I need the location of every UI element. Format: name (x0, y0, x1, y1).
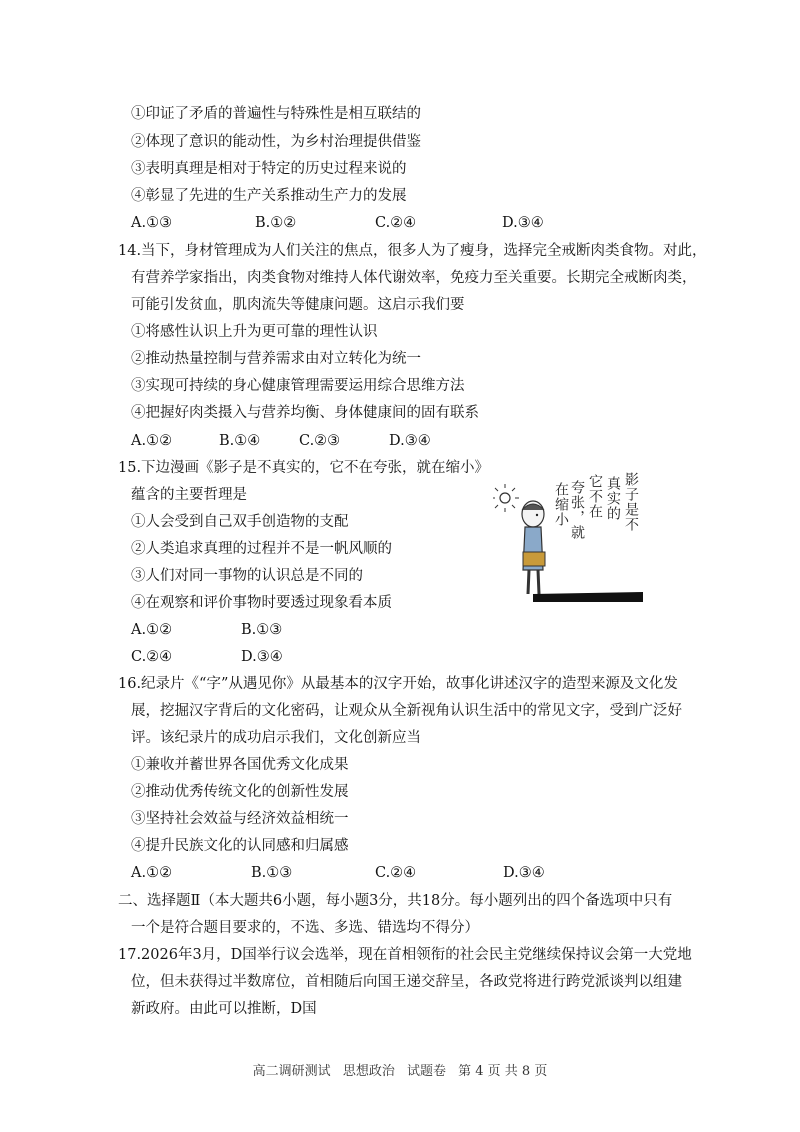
footer-page-number: 第 4 页 共 8 页 (458, 1064, 548, 1079)
footer-paper: 试题卷 (406, 1064, 446, 1079)
cartoon-text-3: 它不在 (587, 474, 603, 519)
q13-option-c: C.②④ (375, 215, 417, 231)
q13-item-2: ②体现了意识的能动性，为乡村治理提供借鉴 (131, 134, 421, 150)
q13-options (131, 212, 631, 234)
q13-option-a: A.①③ (131, 215, 173, 231)
footer-exam: 高二调研测试 (252, 1064, 331, 1079)
q16-option-b: B.①③ (251, 865, 293, 881)
q16-options (131, 862, 631, 884)
q15-option-d: D.③④ (241, 649, 283, 665)
shadow-cartoon (493, 470, 653, 610)
q14-option-d: D.③④ (389, 433, 431, 449)
q13-item-1: ①印证了矛盾的普遍性与特殊性是相互联结的 (131, 106, 421, 122)
q15-stem-1: 15.下边漫画《影子是不真实的，它不在夸张，就在缩小》 (118, 460, 490, 476)
q14-item-1: ①将感性认识上升为更可靠的理性认识 (131, 324, 378, 340)
q16-stem-1: 16.纪录片《“字”从遇见你》从最基本的汉字开始，故事化讲述汉字的造型来源及文化发 (118, 676, 678, 692)
q15-options-row1 (131, 619, 391, 641)
q16-item-3: ③坚持社会效益与经济效益相统一 (131, 811, 349, 827)
q15-item-2: ②人类追求真理的过程并不是一帆风顺的 (131, 541, 392, 557)
q15-stem-2: 蕴含的主要哲理是 (131, 487, 247, 503)
q14-item-4: ④把握好肉类摄入与营养均衡、身体健康间的固有联系 (131, 405, 479, 421)
q14-options (131, 430, 531, 452)
q14-stem-3: 可能引发贫血，肌肉流失等健康问题。这启示我们要 (131, 297, 465, 313)
q13-item-3: ③表明真理是相对于特定的历史过程来说的 (131, 161, 407, 177)
q14-item-3: ③实现可持续的身心健康管理需要运用综合思维方法 (131, 378, 465, 394)
q14-option-b: B.①④ (219, 433, 261, 449)
cartoon-text-2: 真实的 (605, 476, 621, 521)
q14-stem-1: 14.当下，身材管理成为人们关注的焦点，很多人为了瘦身，选择完全戒断肉类食物。对此， (118, 243, 707, 259)
q16-option-a: A.①② (131, 865, 173, 881)
q15-item-1: ①人会受到自己双手创造物的支配 (131, 514, 349, 530)
q15-option-c: C.②④ (131, 649, 173, 665)
q16-item-1: ①兼收并蓄世界各国优秀文化成果 (131, 757, 349, 773)
section2-heading-2: 一个是符合题目要求的，不选、多选、错选均不得分） (131, 920, 479, 936)
q16-stem-3: 评。该纪录片的成功启示我们，文化创新应当 (131, 730, 421, 746)
q17-stem-2: 位，但未获得过半数席位，首相随后向国王递交辞呈，各政党将进行跨党派谈判以组建 (131, 974, 682, 990)
section2-heading-1: 二、选择题Ⅱ（本大题共6小题，每小题3分，共18分。每小题列出的四个备选项中只有 (118, 893, 673, 909)
cartoon-text-1: 影子是不 (623, 472, 639, 532)
q14-option-a: A.①② (131, 433, 173, 449)
q15-options-row2 (131, 646, 391, 668)
q17-stem-1: 17.2026年3月，D国举行议会选举，现在首相领衔的社会民主党继续保持议会第一大党地 (118, 947, 692, 963)
q15-item-4: ④在观察和评价事物时要透过现象看本质 (131, 595, 392, 611)
page-footer (0, 1060, 800, 1079)
q14-item-2: ②推动热量控制与营养需求由对立转化为统一 (131, 351, 421, 367)
cartoon-text-4: 夸张，就 (569, 480, 585, 540)
q14-stem-2: 有营养学家指出，肉类食物对维持人体代谢效率，免疫力至关重要。长期完全戒断肉类， (131, 270, 697, 286)
q16-option-c: C.②④ (375, 865, 417, 881)
q17-stem-3: 新政府。由此可以推断，D国 (131, 1001, 317, 1017)
q16-item-2: ②推动优秀传统文化的创新性发展 (131, 784, 349, 800)
q15-item-3: ③人们对同一事物的认识总是不同的 (131, 568, 363, 584)
q15-option-a: A.①② (131, 622, 173, 638)
q14-option-c: C.②③ (299, 433, 341, 449)
q15-option-b: B.①③ (241, 622, 283, 638)
footer-subject: 思想政治 (342, 1064, 395, 1079)
q16-option-d: D.③④ (503, 865, 545, 881)
q16-item-4: ④提升民族文化的认同感和归属感 (131, 838, 349, 854)
q16-stem-2: 展，挖掘汉字背后的文化密码，让观众从全新视角认识生活中的常见文字，受到广泛好 (131, 703, 682, 719)
q13-option-d: D.③④ (502, 215, 544, 231)
q13-option-b: B.①② (255, 215, 297, 231)
cartoon-text-5: 在缩小 (553, 482, 569, 527)
q13-item-4: ④彰显了先进的生产关系推动生产力的发展 (131, 188, 407, 204)
